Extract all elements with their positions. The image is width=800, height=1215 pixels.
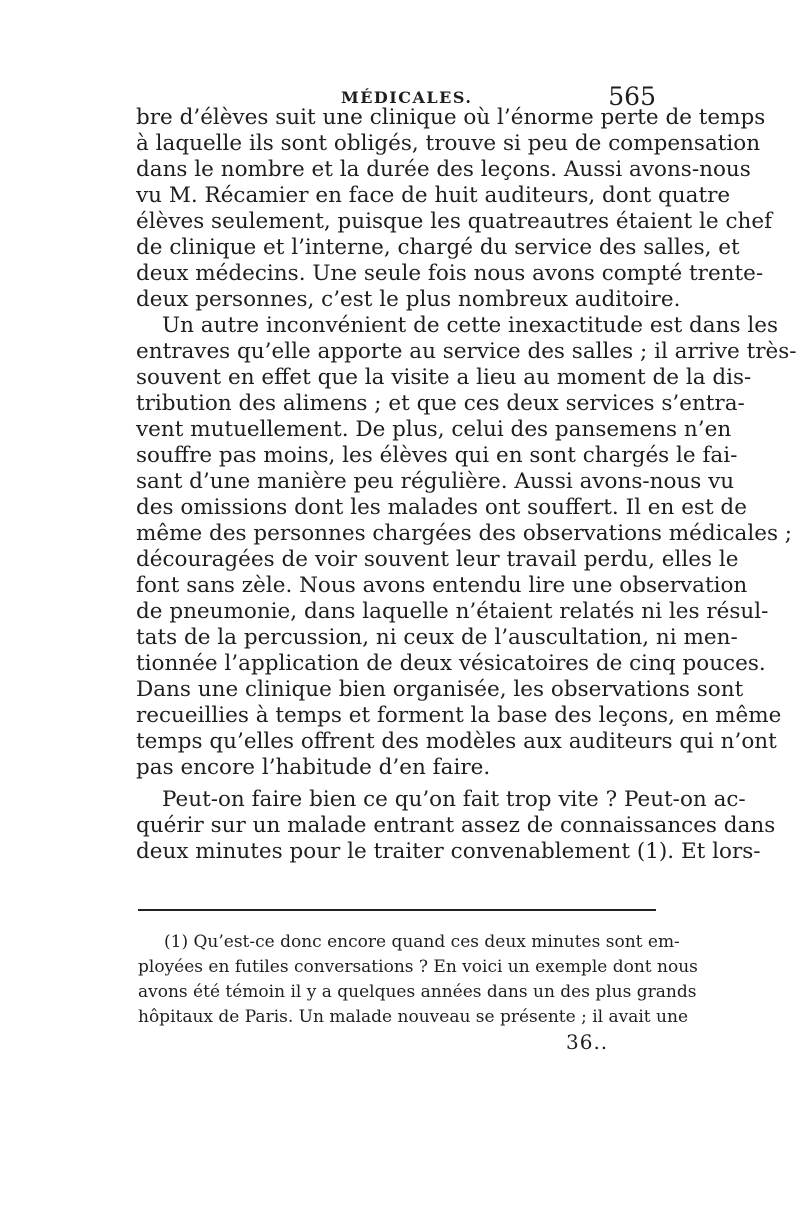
text-line: deux minutes pour le traiter convenablement (1). Et lors- — [136, 839, 761, 864]
text-line: souffre pas moins, les élèves qui en sont chargés le fai- — [136, 443, 738, 468]
text-line: Un autre inconvénient de cette inexactitude est dans les — [162, 313, 778, 338]
text-line: temps qu’elles offrent des modèles aux auditeurs qui n’ont — [136, 729, 777, 754]
text-line: entraves qu’elle apporte au service des salles ; il arrive très- — [136, 339, 797, 364]
footnote-line: avons été témoin il y a quelques années dans un des plus grands — [138, 982, 697, 1002]
footnote-rule — [138, 909, 656, 911]
text-line: bre d’élèves suit une clinique où l’énorme perte de temps — [136, 105, 766, 130]
text-line: des omissions dont les malades ont souffert. Il en est de — [136, 495, 747, 520]
signature-mark: 36.. — [566, 1030, 609, 1054]
text-line: tats de la percussion, ni ceux de l’auscultation, ni men- — [136, 625, 738, 650]
text-line: tribution des alimens ; et que ces deux services s’entra- — [136, 391, 745, 416]
text-line: à laquelle ils sont obligés, trouve si peu de compensation — [136, 131, 761, 156]
text-line: quérir sur un malade entrant assez de connaissances dans — [136, 813, 776, 838]
text-line: dans le nombre et la durée des leçons. Aussi avons-nous — [136, 157, 751, 182]
text-line: pas encore l’habitude d’en faire. — [136, 755, 491, 780]
paragraph-3 — [136, 787, 776, 865]
page-number: 565 — [608, 82, 656, 111]
text-line: découragées de voir souvent leur travail perdu, elles le — [136, 547, 739, 572]
text-line: deux médecins. Une seule fois nous avons compté trente- — [136, 261, 764, 286]
text-line: sant d’une manière peu régulière. Aussi avons-nous vu — [136, 469, 735, 494]
body-text — [136, 105, 797, 865]
text-line: Peut-on faire bien ce qu’on fait trop vite ? Peut-on ac- — [162, 787, 746, 812]
text-line: vu M. Récamier en face de huit auditeurs, dont quatre — [136, 183, 731, 208]
footnote-line: (1) Qu’est-ce donc encore quand ces deux minutes sont em- — [164, 932, 680, 952]
running-title: MÉDICALES. — [341, 88, 473, 107]
text-line: de pneumonie, dans laquelle n’étaient relatés ni les résul- — [136, 599, 769, 624]
text-line: font sans zèle. Nous avons entendu lire une observation — [136, 573, 748, 598]
paragraph-1 — [136, 105, 773, 313]
text-line: tionnée l’application de deux vésicatoires de cinq pouces. — [136, 651, 766, 676]
text-line: même des personnes chargées des observations médicales ; — [136, 521, 793, 546]
footnote-line: hôpitaux de Paris. Un malade nouveau se présente ; il avait une — [138, 1007, 689, 1027]
paragraph-2 — [136, 313, 797, 781]
text-line: vent mutuellement. De plus, celui des pansemens n’en — [136, 417, 732, 442]
text-line: de clinique et l’interne, chargé du service des salles, et — [136, 235, 740, 260]
text-line: deux personnes, c’est le plus nombreux auditoire. — [136, 287, 681, 312]
text-line: Dans une clinique bien organisée, les observations sont — [136, 677, 744, 702]
text-line: élèves seulement, puisque les quatreautres étaient le chef — [136, 209, 773, 234]
footnote-line: ployées en futiles conversations ? En voici un exemple dont nous — [138, 957, 698, 977]
text-line: recueillies à temps et forment la base des leçons, en même — [136, 703, 782, 728]
footnote — [138, 930, 698, 1030]
text-line: souvent en effet que la visite a lieu au moment de la dis- — [136, 365, 752, 390]
